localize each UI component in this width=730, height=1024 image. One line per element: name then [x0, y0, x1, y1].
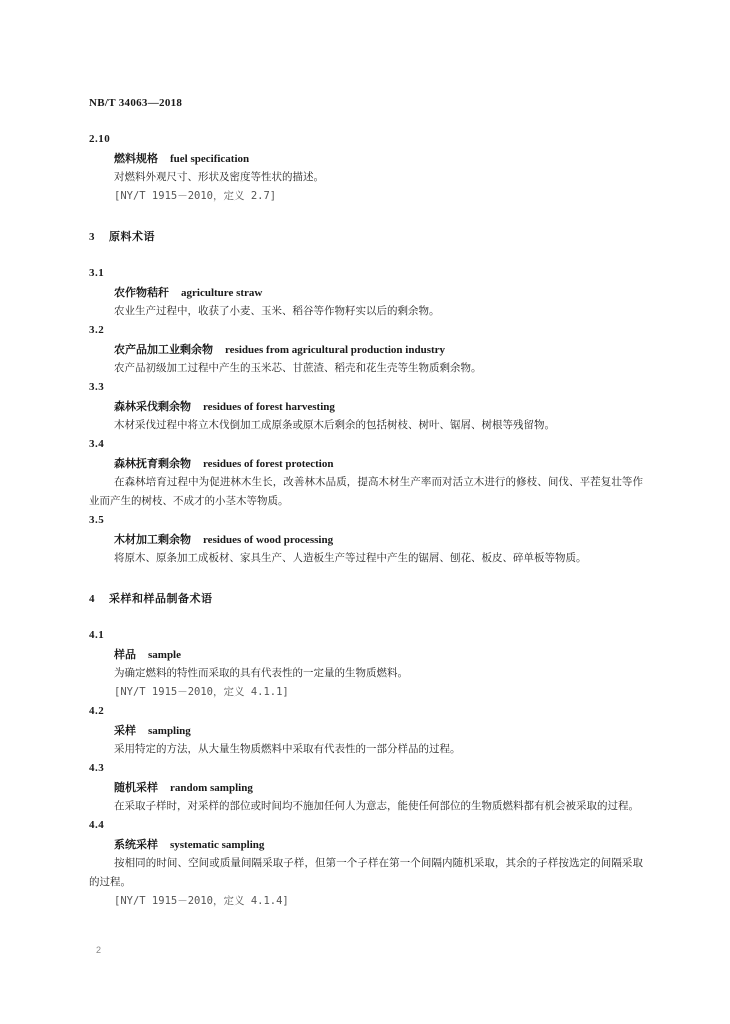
term-entry	[89, 759, 641, 816]
term-chinese: 燃料规格	[114, 152, 158, 165]
section-heading	[89, 589, 641, 608]
term-chinese: 农产品加工业剩余物	[114, 343, 213, 356]
term-english: residues of wood processing	[203, 534, 334, 546]
term-definition: 在森林培育过程中为促进林木生长，改善林木品质，提高木材生产率而对活立木进行的修枝、间伐、平茬复壮等作业而产生的树枝、不成才的小茎木等物质。	[89, 476, 643, 507]
term-definition: 农产品初级加工过程中产生的玉米芯、甘蔗渣、稻壳和花生壳等生物质剩余物。	[114, 362, 482, 374]
term-definition: 在采取子样时，对采样的部位或时间均不施加任何人为意志，能使任何部位的生物质燃料都有机会被采取的过程。	[114, 800, 639, 812]
term-definition: 按相同的时间、空间或质量间隔采取子样，但第一个子样在第一个间隔内随机采取，其余的子样按选定的间隔采取的过程。	[89, 857, 643, 888]
standard-number-header: NB/T 34063—2018	[89, 97, 183, 109]
section-number: 3	[89, 231, 95, 243]
term-chinese: 森林抚育剩余物	[114, 457, 191, 470]
section-title: 原料术语	[109, 230, 155, 243]
term-definition: 为确定燃料的特性而采取的具有代表性的一定量的生物质燃料。	[114, 667, 408, 679]
term-entry	[89, 816, 641, 911]
term-english: agriculture straw	[181, 287, 263, 299]
term-chinese: 农作物秸秆	[114, 286, 169, 299]
term-english: sample	[148, 649, 181, 661]
term-title	[89, 778, 641, 797]
term-number: 3.3	[89, 381, 105, 393]
term-chinese: 木材加工剩余物	[114, 533, 191, 546]
document-content	[89, 130, 641, 911]
section-number: 4	[89, 593, 95, 605]
term-source: [NY/T 1915－2010，定义 4.1.1]	[114, 686, 289, 698]
term-title	[89, 721, 641, 740]
section-title: 采样和样品制备术语	[109, 592, 213, 605]
term-definition: 农业生产过程中，收获了小麦、玉米、稻谷等作物籽实以后的剩余物。	[114, 305, 440, 317]
term-number: 2.10	[89, 133, 111, 145]
term-definition: 将原木、原条加工成板材、家具生产、人造板生产等过程中产生的锯屑、刨花、板皮、碎单板等物质。	[114, 552, 587, 564]
term-title	[89, 454, 641, 473]
term-entry	[89, 321, 641, 378]
term-english: residues of forest harvesting	[203, 401, 335, 413]
term-title	[89, 645, 641, 664]
term-entry	[89, 378, 641, 435]
term-entry	[89, 264, 641, 321]
term-number: 3.2	[89, 324, 105, 336]
term-title	[89, 149, 641, 168]
term-entry	[89, 511, 641, 568]
term-entry	[89, 702, 641, 759]
term-source: [NY/T 1915－2010，定义 2.7]	[114, 190, 277, 202]
term-definition: 木材采伐过程中将立木伐倒加工成原条或原木后剩余的包括树枝、树叶、锯屑、树根等残留物。	[114, 419, 555, 431]
term-english: sampling	[148, 725, 191, 737]
term-number: 4.3	[89, 762, 105, 774]
term-english: random sampling	[170, 782, 253, 794]
term-chinese: 系统采样	[114, 838, 158, 851]
term-chinese: 采样	[114, 724, 136, 737]
term-number: 3.4	[89, 438, 105, 450]
term-title	[89, 397, 641, 416]
term-definition: 对燃料外观尺寸、形状及密度等性状的描述。	[114, 171, 324, 183]
term-chinese: 森林采伐剩余物	[114, 400, 191, 413]
section-heading	[89, 227, 641, 246]
term-entry	[89, 435, 641, 511]
term-title	[89, 835, 641, 854]
term-definition: 采用特定的方法，从大量生物质燃料中采取有代表性的一部分样品的过程。	[114, 743, 461, 755]
term-chinese: 样品	[114, 648, 136, 661]
term-entry	[89, 130, 641, 206]
term-chinese: 随机采样	[114, 781, 158, 794]
term-english: residues from agricultural production industry	[225, 344, 446, 356]
term-english: systematic sampling	[170, 839, 265, 851]
term-number: 4.4	[89, 819, 105, 831]
term-number: 3.1	[89, 267, 105, 279]
term-number: 4.1	[89, 629, 105, 641]
term-number: 4.2	[89, 705, 105, 717]
term-title	[89, 283, 641, 302]
term-english: residues of forest protection	[203, 458, 334, 470]
term-number: 3.5	[89, 514, 105, 526]
page-number: 2	[96, 945, 102, 955]
term-entry	[89, 626, 641, 702]
term-title	[89, 530, 641, 549]
term-title	[89, 340, 641, 359]
term-english: fuel specification	[170, 153, 250, 165]
term-source: [NY/T 1915－2010，定义 4.1.4]	[114, 895, 289, 907]
